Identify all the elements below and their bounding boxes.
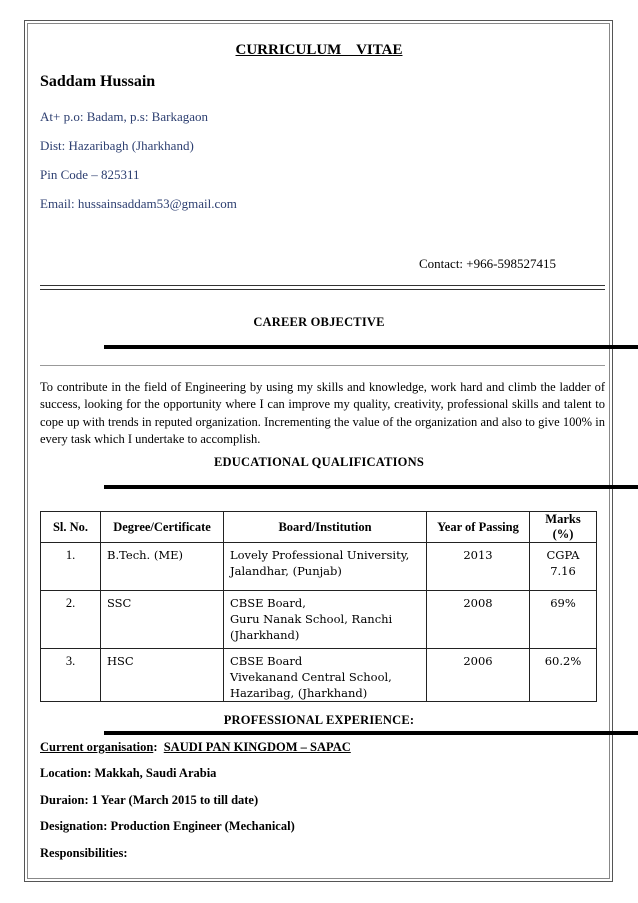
column-header: Degree/Certificate: [101, 512, 224, 543]
marks: CGPA 7.16: [530, 543, 597, 591]
column-header: Marks (%): [530, 512, 597, 543]
designation: Designation: Production Engineer (Mechanical): [40, 819, 295, 833]
year-of-passing: 2008: [427, 591, 530, 649]
section-rule: [104, 731, 638, 735]
serial-number: 2.: [41, 591, 101, 649]
degree: B.Tech. (ME): [101, 543, 224, 591]
serial-number: 1.: [41, 543, 101, 591]
education-table: [40, 511, 597, 702]
contact-number: Contact: +966-598527415: [419, 256, 556, 271]
table-header-row: [41, 512, 597, 543]
address-line-1: At+ p.o: Badam, p.s: Barkagaon: [40, 109, 208, 124]
board-line: Jalandhar, (Punjab): [230, 564, 342, 578]
current-organisation: [40, 740, 351, 755]
section-rule: [104, 345, 638, 349]
column-header: Board/Institution: [224, 512, 427, 543]
board-line: CBSE Board,: [230, 596, 306, 610]
document-title: CURRICULUM VITAE: [235, 42, 403, 58]
address-line-2: Dist: Hazaribagh (Jharkhand): [40, 138, 194, 153]
duration: Duraion: 1 Year (March 2015 to till date): [40, 793, 259, 807]
experience-heading: PROFESSIONAL EXPERIENCE:: [223, 713, 415, 727]
serial-number: 3.: [41, 649, 101, 702]
board-institution: [224, 591, 427, 649]
column-header: Sl. No.: [41, 512, 101, 543]
board-line: Lovely Professional University,: [230, 548, 410, 562]
board-line: (Jharkhand): [230, 628, 300, 642]
year-of-passing: 2006: [427, 649, 530, 702]
marks: 69%: [530, 591, 597, 649]
board-institution: [224, 649, 427, 702]
divider-thin: [40, 365, 605, 366]
org-separator: :: [153, 740, 158, 754]
address-pin-code: Pin Code – 825311: [40, 167, 140, 182]
candidate-name: Saddam Hussain: [40, 73, 156, 90]
responsibilities-label: Responsibilities:: [40, 846, 128, 860]
marks: 60.2%: [530, 649, 597, 702]
board-institution: [224, 543, 427, 591]
divider-double: [40, 285, 605, 290]
section-rule: [104, 485, 638, 489]
education-heading: EDUCATIONAL QUALIFICATIONS: [214, 455, 424, 469]
board-line: Guru Nanak School, Ranchi: [230, 612, 393, 626]
org-label: Current organisation: [40, 740, 154, 754]
degree: SSC: [101, 591, 224, 649]
career-objective-heading: CAREER OBJECTIVE: [253, 315, 385, 329]
table-row: [41, 591, 597, 649]
degree: HSC: [101, 649, 224, 702]
board-line: CBSE Board: [230, 654, 303, 668]
org-value: SAUDI PAN KINGDOM – SAPAC: [163, 740, 351, 754]
email-address: Email: hussainsaddam53@gmail.com: [40, 196, 237, 211]
table-row: [41, 543, 597, 591]
career-objective-text: To contribute in the field of Engineering by using my skills and knowledge, work hard and climb the ladder of success, looking for the opportunity where I can improve my quality, creativity, professional skills and talent to cope up with trends in reputed organization. Incrementing the value of the organization and also to give 100% in every task which I undertake to accomplish.: [40, 380, 605, 446]
board-line: Hazaribag, (Jharkhand): [230, 686, 368, 700]
column-header: Year of Passing: [427, 512, 530, 543]
location: Location: Makkah, Saudi Arabia: [40, 766, 217, 780]
year-of-passing: 2013: [427, 543, 530, 591]
table-row: [41, 649, 597, 702]
board-line: Vivekanand Central School,: [230, 670, 392, 684]
